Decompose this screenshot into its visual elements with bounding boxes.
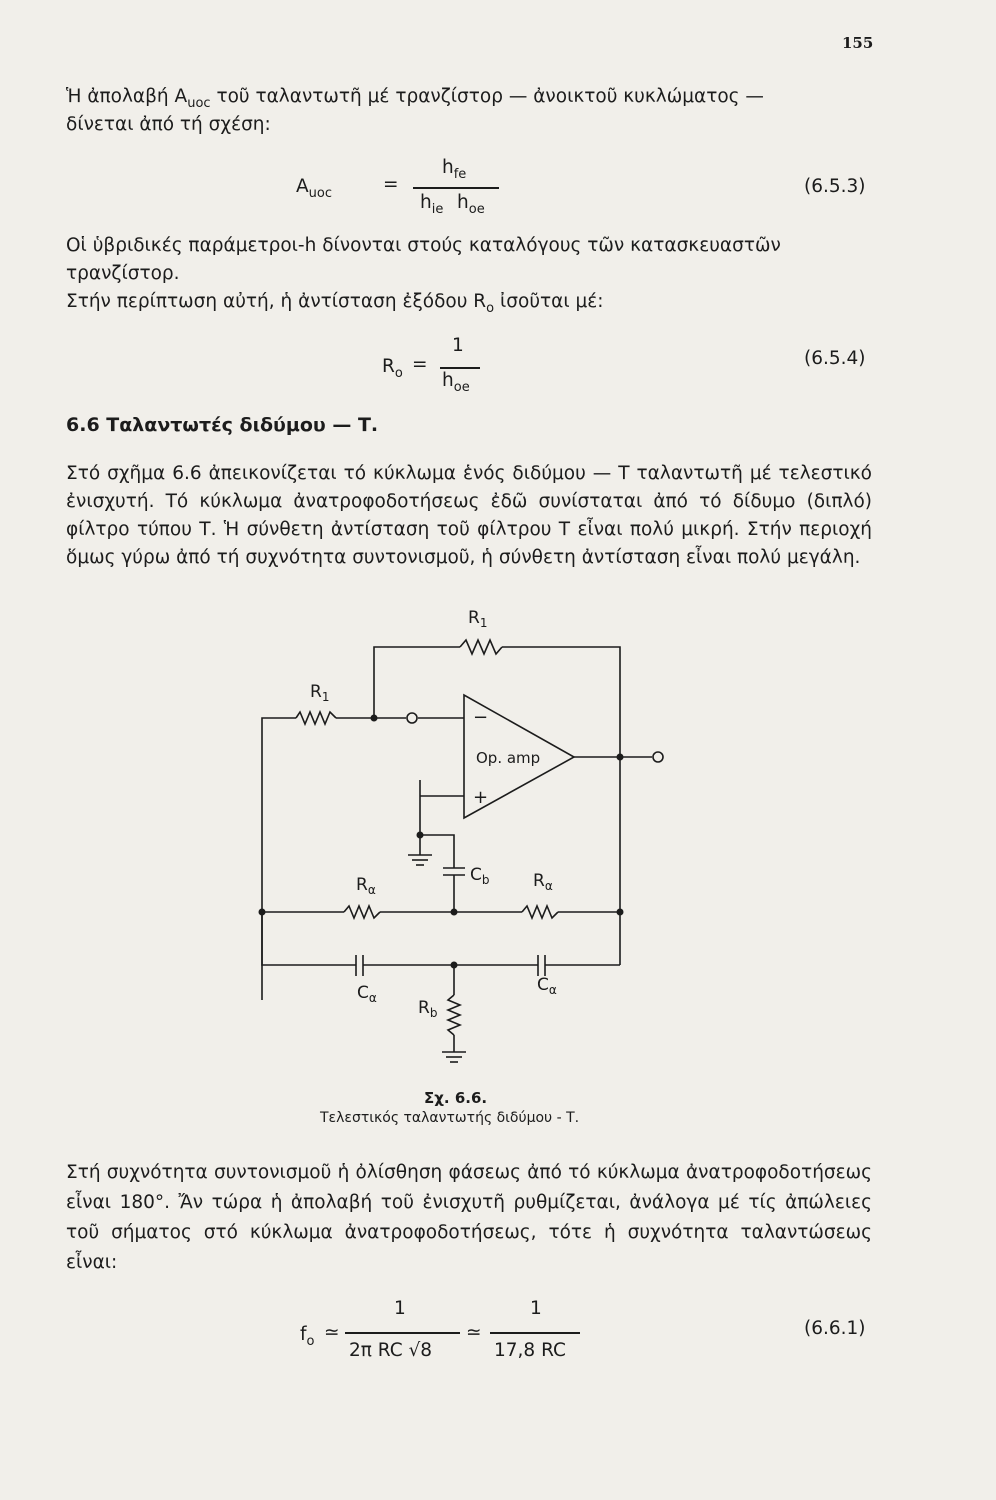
label-opamp-minus: − [473, 707, 489, 728]
label-opamp: Op. amp [476, 749, 541, 767]
label-ra-left: $R_\alpha$ [356, 875, 376, 897]
label-rb: $R_b$ [418, 998, 438, 1020]
intro-line-2: δίνεται ἀπό τή σχέση: [66, 114, 271, 135]
label-r1-left: $R_1$ [310, 682, 330, 704]
figure-caption-title: Σχ. 6.6. [424, 1089, 488, 1107]
resistor-ra-right [522, 906, 558, 918]
resistor-ra-left [344, 906, 380, 918]
figure-caption-subtitle: Τελεστικός ταλαντωτής διδύμου - Τ. [320, 1110, 580, 1126]
hybrid-line-2: τρανζίστορ. [66, 263, 180, 284]
section-title: 6.6 Ταλαντωτές διδύμου — Τ. [66, 414, 379, 436]
hybrid-line-3: Στήν περίπτωση αὐτή, ἡ ἀντίσταση ἐξόδου $R_o$ ἰσοῦται μέ: [66, 291, 604, 316]
resistor-r1-left [296, 712, 336, 724]
resistor-rb [448, 995, 460, 1035]
label-opamp-plus: + [473, 787, 489, 808]
page-number: 155 [842, 34, 874, 52]
section-paragraph: Στό σχῆμα 6.6 ἀπεικονίζεται τό κύκλωμα ἑνός διδύμου — Τ ταλαντωτῆ μέ τελεστικό ἐνισχυτή. Τό κύκλωμα ἀνατροφοδοτήσεως ἐδῶ συνίσταται ἀπό τό δίδυμο (διπλό) φίλτρο τύπου Τ. Ἡ σύνθετη ἀντίσταση τοῦ φίλτρου Τ εἶναι πολύ μικρή. Στήν περιοχή ὅμως γύρω ἀπό τή συχνότητα συντονισμοῦ, ἡ σύνθετη ἀντίσταση εἶναι πολύ μεγάλη. [66, 463, 872, 568]
label-ca-right: $C_\alpha$ [537, 975, 557, 997]
label-r1-top: $R_1$ [468, 608, 488, 630]
resistor-r1-top [460, 640, 502, 654]
hybrid-line-1: Οἱ ὑβριδικές παράμετροι-h δίνονται στούς καταλόγους τῶν κατασκευαστῶν [66, 235, 781, 256]
resonance-paragraph: Στή συχνότητα συντονισμοῦ ἡ ὀλίσθηση φάσεως ἀπό τό κύκλωμα ἀνατροφοδοτήσεως εἶναι 180°. Ἄν τώρα ἡ ἀπολαβή τοῦ ἐνισχυτῆ ρυθμίζεται, ἀνάλογα μέ τίς ἀπώλειες τοῦ σήματος στό κύκλωμα ἀνατροφοδοτήσεως, τότε ἡ συχνότητα ταλαντώσεως εἶναι: [66, 1162, 872, 1273]
label-cb: $C_b$ [470, 865, 490, 887]
label-ra-right: $R_\alpha$ [533, 871, 553, 893]
intro-line-1: Ἡ ἀπολαβή $A_{uoc}$ τοῦ ταλαντωτῆ μέ τρανζίστορ — ἀνοικτοῦ κυκλώματος — [66, 86, 764, 111]
label-ca-left: $C_\alpha$ [357, 983, 377, 1005]
